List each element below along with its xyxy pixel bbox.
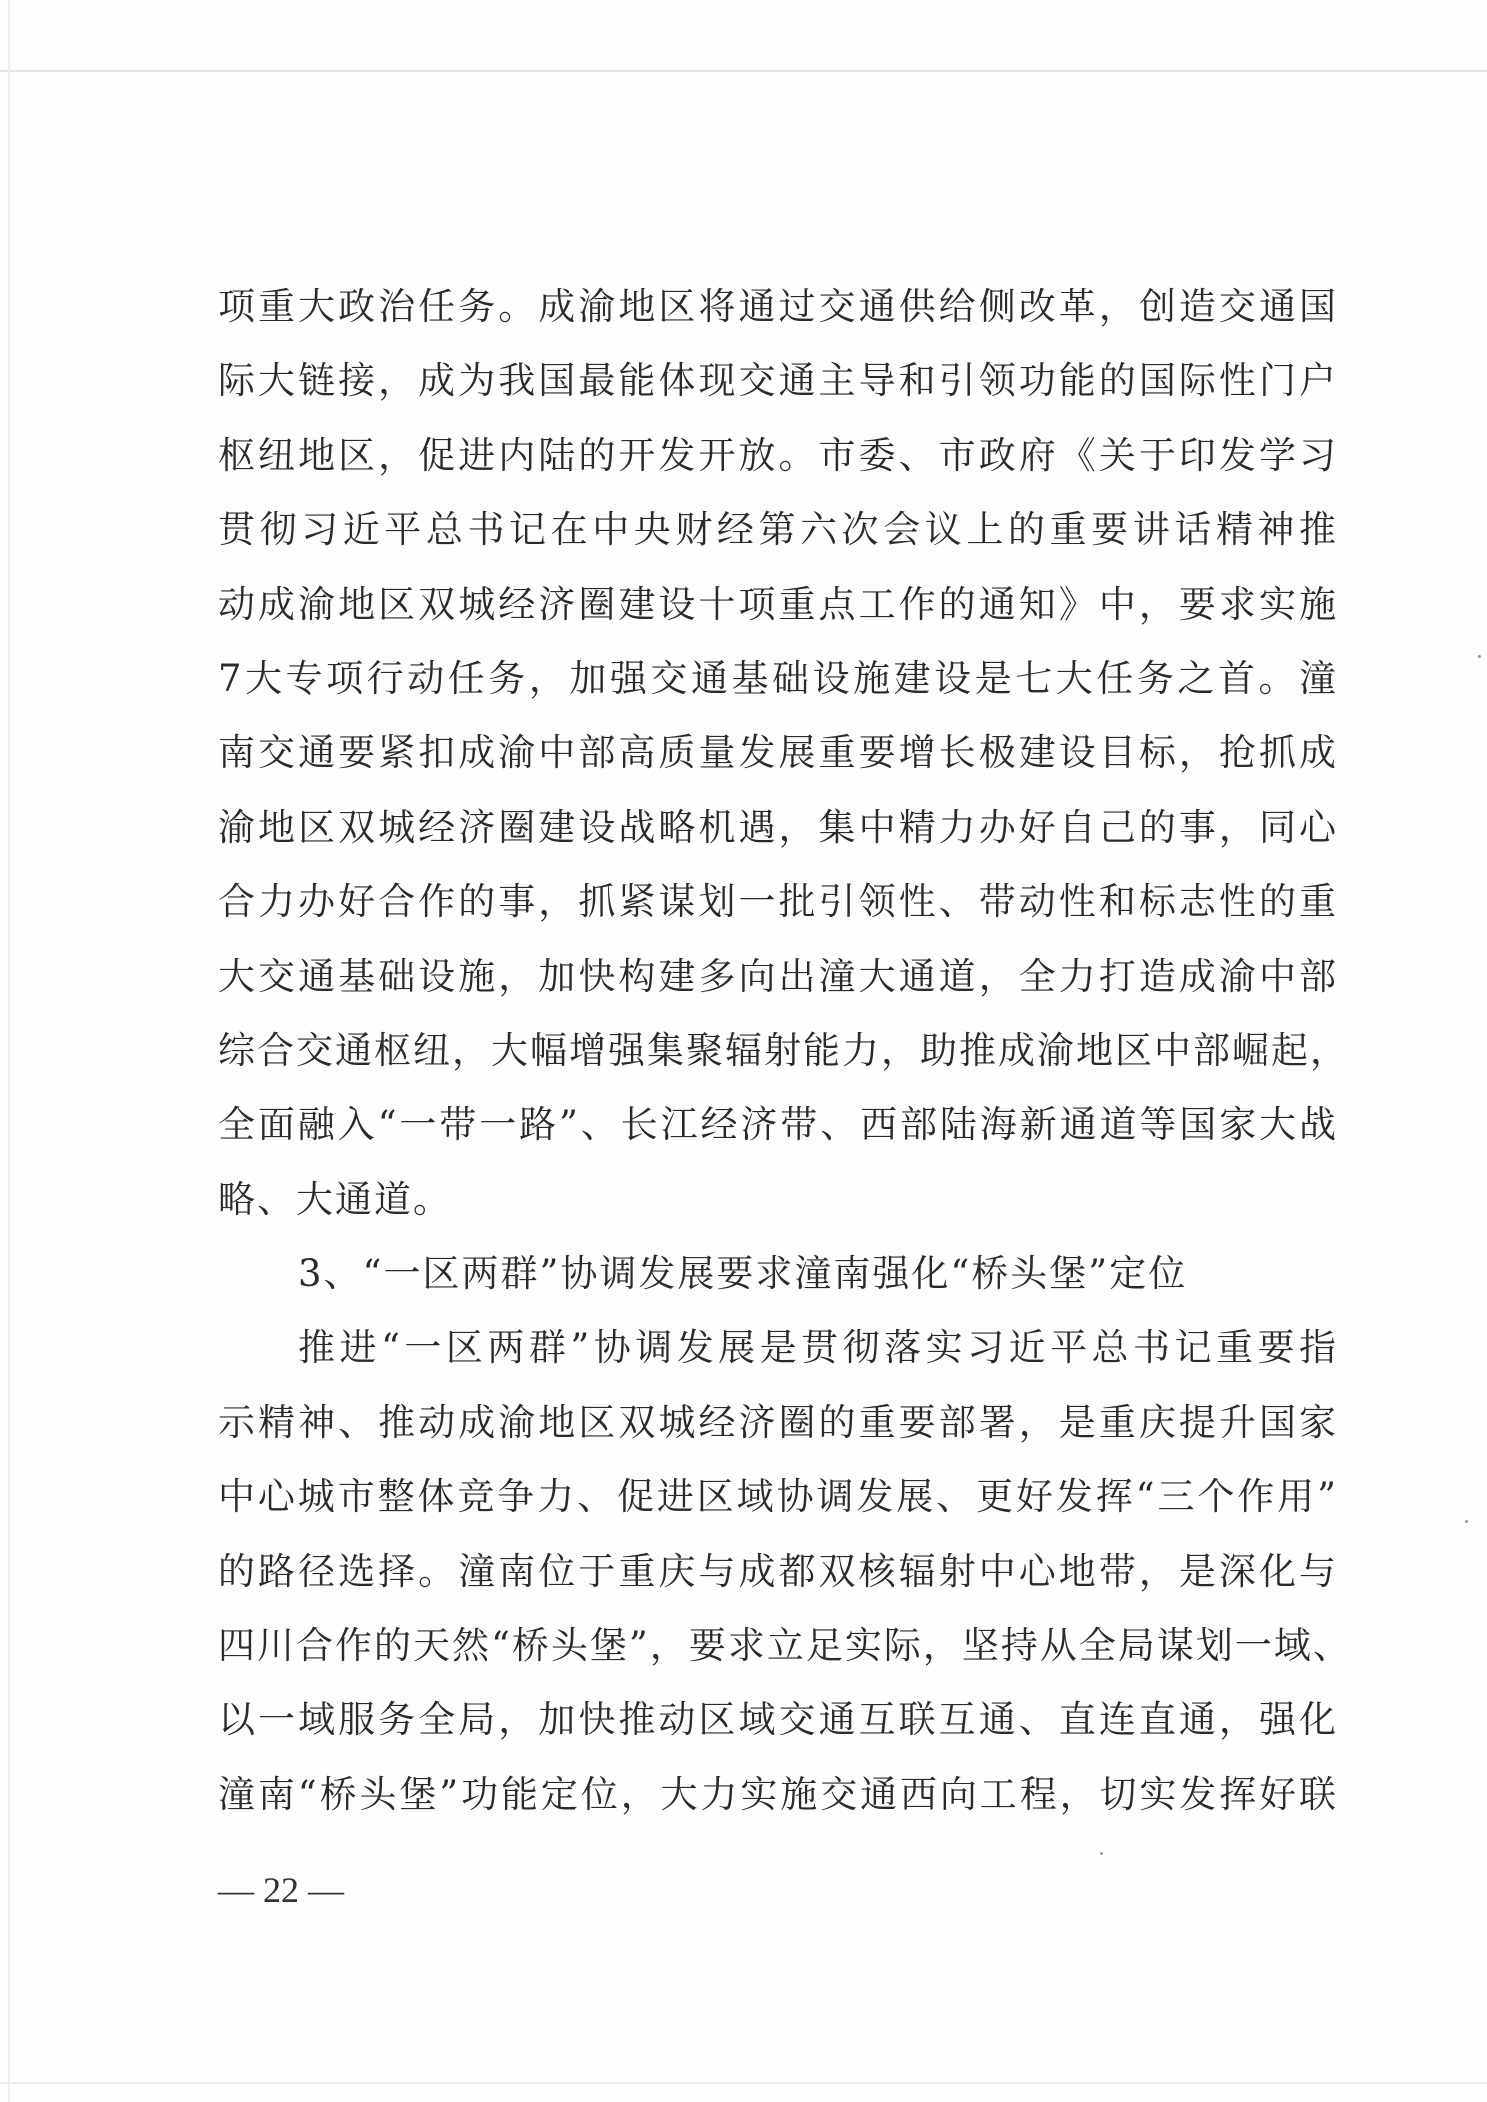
text-line: 合力办好合作的事，抓紧谋划一批引领性、带动性和标志性的重 [218,880,1338,924]
text-line: 项重大政治任务。成渝地区将通过交通供给侧改革，创造交通国 [218,285,1338,328]
text-line: 示精神、推动成渝地区双城经济圈的重要部署，是重庆提升国家 [218,1400,1338,1444]
scan-artifact-bottom [0,2082,1487,2084]
text-line: 的路径选择。潼南位于重庆与成都双核辐射中心地带，是深化与 [218,1549,1338,1593]
text-line: 南交通要紧扣成渝中部高质量发展重要增长极建设目标，抢抓成 [218,731,1338,775]
text-line: 全面融入“一带一路”、长江经济带、西部陆海新通道等国家大战 [218,1103,1338,1147]
text-line: 综合交通枢纽，大幅增强集聚辐射能力，助推成渝地区中部崛起， [218,1028,1349,1072]
scan-speck [1465,1520,1468,1523]
page-number: — 22 — [218,1870,344,1910]
text-line: 动成渝地区双城经济圈建设十项重点工作的通知》中，要求实施 [218,582,1338,626]
text-line: 贯彻习近平总书记在中央财经第六次会议上的重要讲话精神推 [218,508,1338,552]
text-line: 以一域服务全局，加快推动区域交通互联互通、直连直通，强化 [218,1698,1338,1742]
text-line: 渝地区双城经济圈建设战略机遇，集中精力办好自己的事，同心 [218,805,1338,849]
text-line: 际大链接，成为我国最能体现交通主导和引领功能的国际性门户 [218,359,1338,403]
text-line: 略、大通道。 [218,1177,452,1221]
text-line: 四川合作的天然“桥头堡”，要求立足实际，坚持从全局谋划一域、 [218,1624,1352,1668]
scan-speck [1478,655,1481,658]
text-line: 潼南“桥头堡”功能定位，大力实施交通西向工程，切实发挥好联 [218,1772,1338,1816]
scan-artifact-top [0,70,1487,72]
text-line: 推进“一区两群”协调发展是贯彻落实习近平总书记重要指 [298,1326,1338,1370]
text-line: 大交通基础设施，加快构建多向出潼大通道，全力打造成渝中部 [218,954,1338,998]
scan-artifact-left [8,0,10,2102]
text-line: 枢纽地区，促进内陆的开发开放。市委、市政府《关于印发学习 [218,433,1338,477]
text-line: 7大专项行动任务，加强交通基础设施建设是七大任务之首。潼 [218,656,1338,700]
section-heading: 3、“一区两群”协调发展要求潼南强化“桥头堡”定位 [298,1252,1188,1296]
text-line: 中心城市整体竞争力、促进区域协调发展、更好发挥“三个作用” [218,1475,1338,1519]
body-text [218,270,1352,1832]
scan-speck [1100,1852,1103,1855]
